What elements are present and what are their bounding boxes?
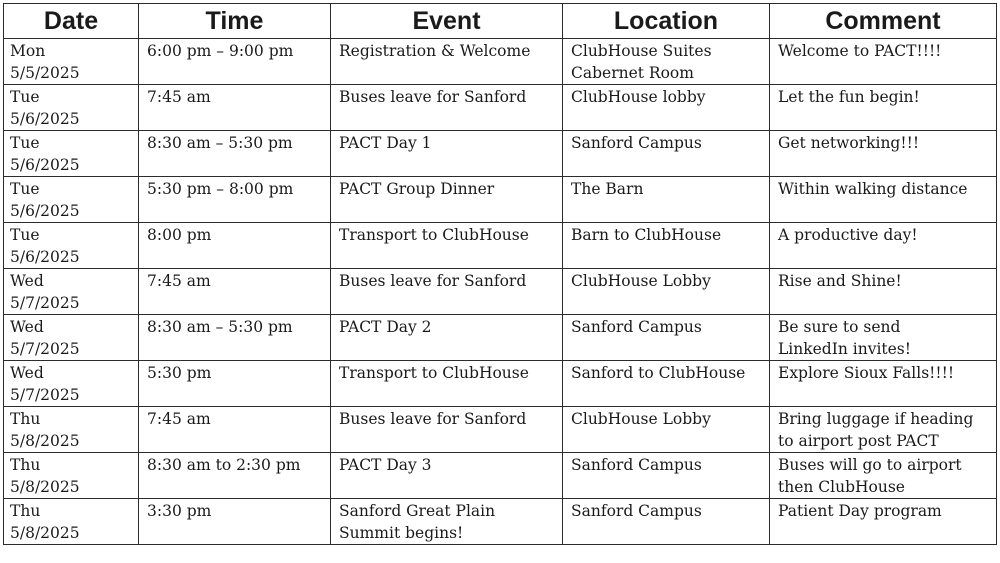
- cell-time: 8:00 pm: [139, 223, 331, 269]
- cell-time: 8:30 am to 2:30 pm: [139, 453, 331, 499]
- cell-location: ClubHouse Lobby: [563, 269, 770, 315]
- cell-location: Sanford Campus: [563, 131, 770, 177]
- cell-event: PACT Day 3: [331, 453, 563, 499]
- header-row: [4, 4, 997, 39]
- cell-comment: Welcome to PACT!!!!: [770, 39, 997, 85]
- cell-location: ClubHouse lobby: [563, 85, 770, 131]
- cell-date: Wed 5/7/2025: [4, 269, 139, 315]
- column-header-event: Event: [331, 4, 563, 39]
- cell-time: 8:30 am – 5:30 pm: [139, 315, 331, 361]
- cell-event: PACT Group Dinner: [331, 177, 563, 223]
- cell-time: 7:45 am: [139, 85, 331, 131]
- cell-event: Buses leave for Sanford: [331, 85, 563, 131]
- cell-event: Buses leave for Sanford: [331, 269, 563, 315]
- column-header-time: Time: [139, 4, 331, 39]
- cell-event: Buses leave for Sanford: [331, 407, 563, 453]
- cell-event: PACT Day 1: [331, 131, 563, 177]
- cell-comment: Buses will go to airport then ClubHouse: [770, 453, 997, 499]
- cell-comment: Bring luggage if heading to airport post PACT: [770, 407, 997, 453]
- cell-comment: Patient Day program: [770, 499, 997, 545]
- cell-date: Thu 5/8/2025: [4, 407, 139, 453]
- cell-time: 6:00 pm – 9:00 pm: [139, 39, 331, 85]
- cell-date: Tue 5/6/2025: [4, 223, 139, 269]
- cell-location: Sanford Campus: [563, 499, 770, 545]
- cell-event: Sanford Great Plain Summit begins!: [331, 499, 563, 545]
- cell-event: Transport to ClubHouse: [331, 361, 563, 407]
- cell-time: 8:30 am – 5:30 pm: [139, 131, 331, 177]
- schedule-body: [4, 39, 997, 545]
- cell-time: 5:30 pm – 8:00 pm: [139, 177, 331, 223]
- table-row: [4, 453, 997, 499]
- table-row: [4, 499, 997, 545]
- table-row: [4, 361, 997, 407]
- cell-comment: Be sure to send LinkedIn invites!: [770, 315, 997, 361]
- cell-date: Tue 5/6/2025: [4, 85, 139, 131]
- cell-location: Barn to ClubHouse: [563, 223, 770, 269]
- cell-comment: Rise and Shine!: [770, 269, 997, 315]
- cell-date: Wed 5/7/2025: [4, 315, 139, 361]
- cell-time: 3:30 pm: [139, 499, 331, 545]
- table-row: [4, 269, 997, 315]
- cell-time: 5:30 pm: [139, 361, 331, 407]
- cell-comment: A productive day!: [770, 223, 997, 269]
- table-row: [4, 85, 997, 131]
- cell-date: Thu 5/8/2025: [4, 453, 139, 499]
- cell-event: Registration & Welcome: [331, 39, 563, 85]
- cell-event: PACT Day 2: [331, 315, 563, 361]
- cell-location: The Barn: [563, 177, 770, 223]
- cell-event: Transport to ClubHouse: [331, 223, 563, 269]
- table-row: [4, 315, 997, 361]
- cell-comment: Explore Sioux Falls!!!!: [770, 361, 997, 407]
- cell-location: Sanford Campus: [563, 315, 770, 361]
- cell-comment: Within walking distance: [770, 177, 997, 223]
- cell-comment: Get networking!!!: [770, 131, 997, 177]
- column-header-date: Date: [4, 4, 139, 39]
- cell-location: ClubHouse Suites Cabernet Room: [563, 39, 770, 85]
- cell-date: Thu 5/8/2025: [4, 499, 139, 545]
- table-row: [4, 407, 997, 453]
- cell-location: Sanford Campus: [563, 453, 770, 499]
- schedule-table: [3, 3, 997, 545]
- cell-date: Mon 5/5/2025: [4, 39, 139, 85]
- cell-time: 7:45 am: [139, 407, 331, 453]
- table-row: [4, 131, 997, 177]
- cell-comment: Let the fun begin!: [770, 85, 997, 131]
- cell-location: Sanford to ClubHouse: [563, 361, 770, 407]
- cell-date: Tue 5/6/2025: [4, 177, 139, 223]
- schedule-header: [4, 4, 997, 39]
- table-row: [4, 39, 997, 85]
- cell-date: Wed 5/7/2025: [4, 361, 139, 407]
- column-header-location: Location: [563, 4, 770, 39]
- table-row: [4, 177, 997, 223]
- cell-location: ClubHouse Lobby: [563, 407, 770, 453]
- cell-date: Tue 5/6/2025: [4, 131, 139, 177]
- table-row: [4, 223, 997, 269]
- cell-time: 7:45 am: [139, 269, 331, 315]
- column-header-comment: Comment: [770, 4, 997, 39]
